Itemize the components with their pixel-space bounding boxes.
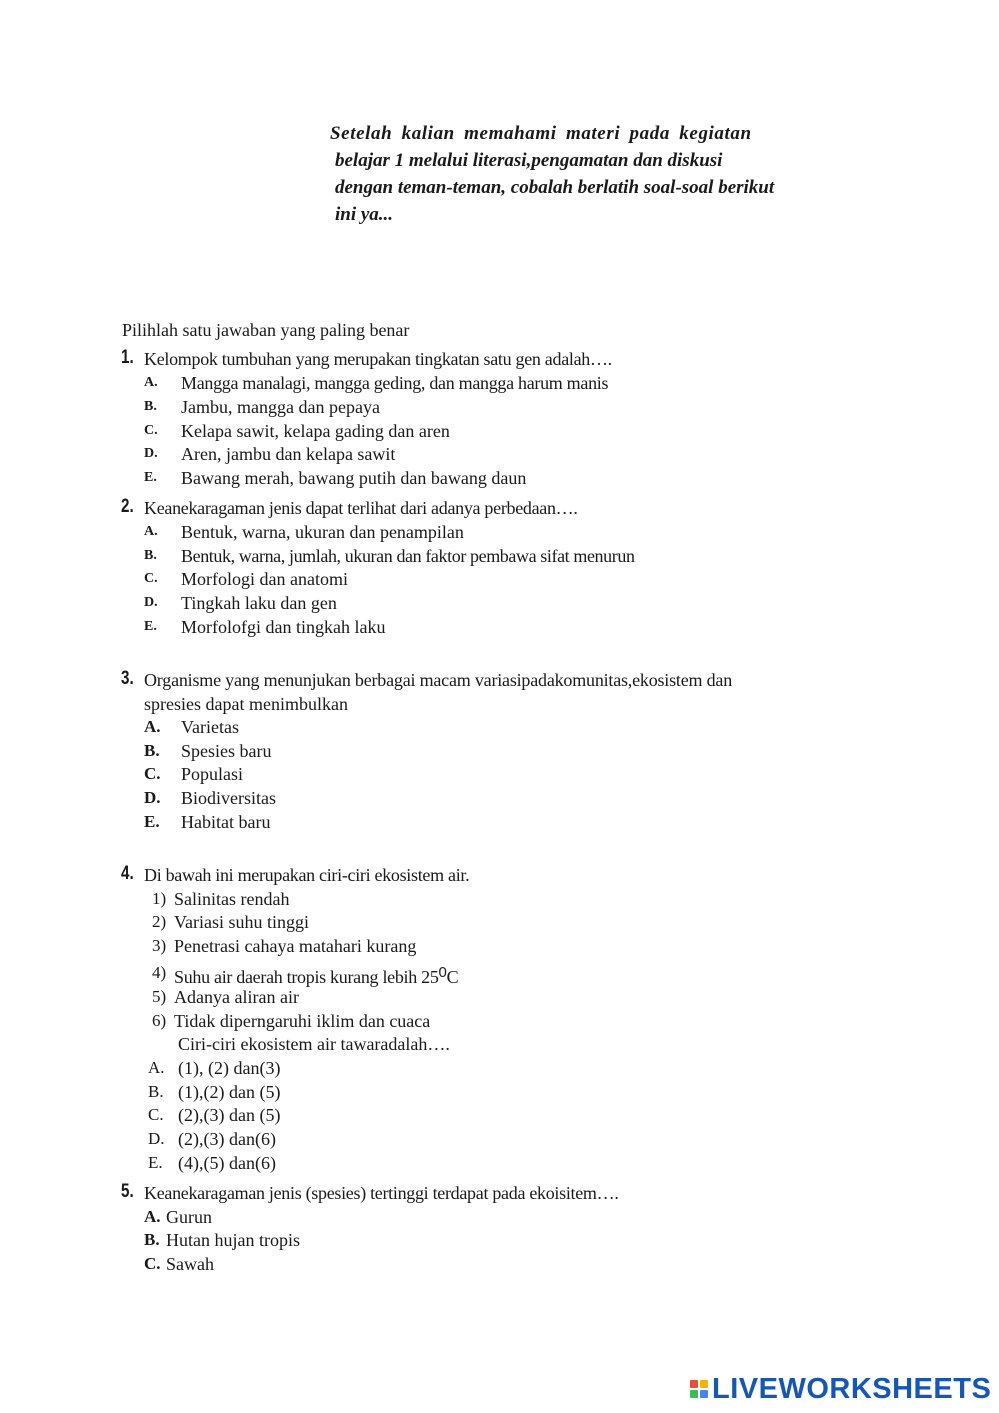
option-text[interactable]: Spesies baru <box>181 741 272 761</box>
option-letter: B. <box>144 741 160 760</box>
question-text: spresies dapat menimbulkan <box>144 694 348 714</box>
option-text[interactable]: Sawah <box>166 1254 214 1274</box>
option-letter: D. <box>144 788 161 807</box>
option-letter: D. <box>148 1129 165 1148</box>
option-letter: A. <box>148 1058 165 1077</box>
intro-line: belajar 1 melalui literasi,pengamatan dan diskusi <box>335 150 723 171</box>
option-text[interactable]: Bawang merah, bawang putih dan bawang daun <box>181 468 527 488</box>
question-text: Di bawah ini merupakan ciri-ciri ekosistem air. <box>144 865 470 885</box>
item-text: Salinitas rendah <box>174 889 290 909</box>
option-text[interactable]: (4),(5) dan(6) <box>178 1153 276 1173</box>
option-text[interactable]: Jambu, mangga dan pepaya <box>181 397 380 417</box>
option-text[interactable]: Kelapa sawit, kelapa gading dan aren <box>181 421 450 441</box>
option-letter: C. <box>144 423 158 438</box>
option-letter: E. <box>144 470 157 485</box>
option-letter: B. <box>148 1082 164 1101</box>
instruction-text: Pilihlah satu jawaban yang paling benar <box>122 320 410 340</box>
option-letter: C. <box>144 571 158 586</box>
item-label: 3) <box>152 936 167 955</box>
option-text[interactable]: (1), (2) dan(3) <box>178 1058 281 1078</box>
item-label: 6) <box>152 1011 167 1030</box>
item-label: 4) <box>152 963 167 982</box>
item-text-main: Suhu air daerah tropis kurang lebih 25 <box>174 967 439 987</box>
item-text: Penetrasi cahaya matahari kurang <box>174 936 417 956</box>
logo-block <box>690 1390 698 1398</box>
option-letter: D. <box>144 446 158 461</box>
option-text[interactable]: Habitat baru <box>181 812 271 832</box>
question-prompt: Ciri-ciri ekosistem air tawaradalah…. <box>178 1034 450 1054</box>
option-letter: A. <box>144 717 161 736</box>
question-number: 4. <box>121 863 134 884</box>
option-text[interactable]: Varietas <box>181 717 239 737</box>
option-text[interactable]: (2),(3) dan (5) <box>178 1105 281 1125</box>
question-number: 1. <box>121 347 134 368</box>
item-label: 1) <box>152 889 167 908</box>
intro-line: Setelah kalian memahami materi pada kegiatan <box>330 123 752 144</box>
option-text[interactable]: Biodiversitas <box>181 788 276 808</box>
question-number: 5. <box>121 1181 134 1202</box>
item-label: 2) <box>152 912 167 931</box>
question-number: 2. <box>121 496 134 517</box>
option-letter: E. <box>148 1153 163 1172</box>
option-letter: B. <box>144 1230 160 1249</box>
option-letter: B. <box>144 548 157 563</box>
option-letter: A. <box>144 1207 161 1226</box>
logo-block <box>700 1390 708 1398</box>
item-text <box>174 962 458 988</box>
option-letter: E. <box>144 619 157 634</box>
degree-superscript: 0 <box>438 964 447 981</box>
option-text[interactable]: Mangga manalagi, mangga geding, dan mangga harum manis <box>181 373 609 393</box>
option-text[interactable]: (2),(3) dan(6) <box>178 1129 276 1149</box>
option-letter: A. <box>144 375 158 390</box>
item-text: Tidak diperngaruhi iklim dan cuaca <box>174 1011 431 1031</box>
option-text[interactable]: Bentuk, warna, jumlah, ukuran dan faktor pembawa sifat menurun <box>181 546 635 566</box>
option-text[interactable]: Tingkah laku dan gen <box>181 593 337 613</box>
item-label: 5) <box>152 987 167 1006</box>
item-text-unit: C <box>446 967 459 987</box>
option-letter: A. <box>144 524 158 539</box>
option-text[interactable]: (1),(2) dan (5) <box>178 1082 281 1102</box>
option-letter: E. <box>144 812 160 831</box>
liveworksheets-logo[interactable] <box>690 1374 991 1404</box>
intro-text <box>330 120 890 228</box>
option-text[interactable]: Bentuk, warna, ukuran dan penampilan <box>181 522 464 542</box>
logo-block <box>690 1380 698 1388</box>
logo-block <box>700 1380 708 1388</box>
question-text: Kelompok tumbuhan yang merupakan tingkatan satu gen adalah…. <box>144 349 612 369</box>
question-text: Organisme yang menunjukan berbagai macam variasipadakomunitas,ekosistem dan <box>144 670 732 690</box>
option-letter: C. <box>144 1254 161 1273</box>
item-text: Adanya aliran air <box>174 987 299 1007</box>
logo-text: LIVEWORKSHEETS <box>712 1372 992 1405</box>
option-text[interactable]: Morfologi dan anatomi <box>181 569 348 589</box>
option-letter: B. <box>144 399 157 414</box>
intro-line: ini ya... <box>335 204 394 225</box>
option-letter: C. <box>148 1105 164 1124</box>
question-text: Keanekaragaman jenis dapat terlihat dari adanya perbedaan…. <box>144 498 578 518</box>
logo-blocks-icon <box>690 1380 708 1398</box>
item-text: Variasi suhu tinggi <box>174 912 309 932</box>
option-letter: D. <box>144 595 158 610</box>
question-number: 3. <box>121 668 134 689</box>
option-text[interactable]: Aren, jambu dan kelapa sawit <box>181 444 396 464</box>
option-text[interactable]: Populasi <box>181 764 244 784</box>
question-text: Keanekaragaman jenis (spesies) tertinggi terdapat pada ekoisitem…. <box>144 1183 619 1203</box>
option-text[interactable]: Gurun <box>166 1207 212 1227</box>
option-text[interactable]: Morfolofgi dan tingkah laku <box>181 617 386 637</box>
intro-line: dengan teman-teman, cobalah berlatih soal-soal berikut <box>335 177 775 198</box>
option-text[interactable]: Hutan hujan tropis <box>166 1230 300 1250</box>
option-letter: C. <box>144 764 161 783</box>
